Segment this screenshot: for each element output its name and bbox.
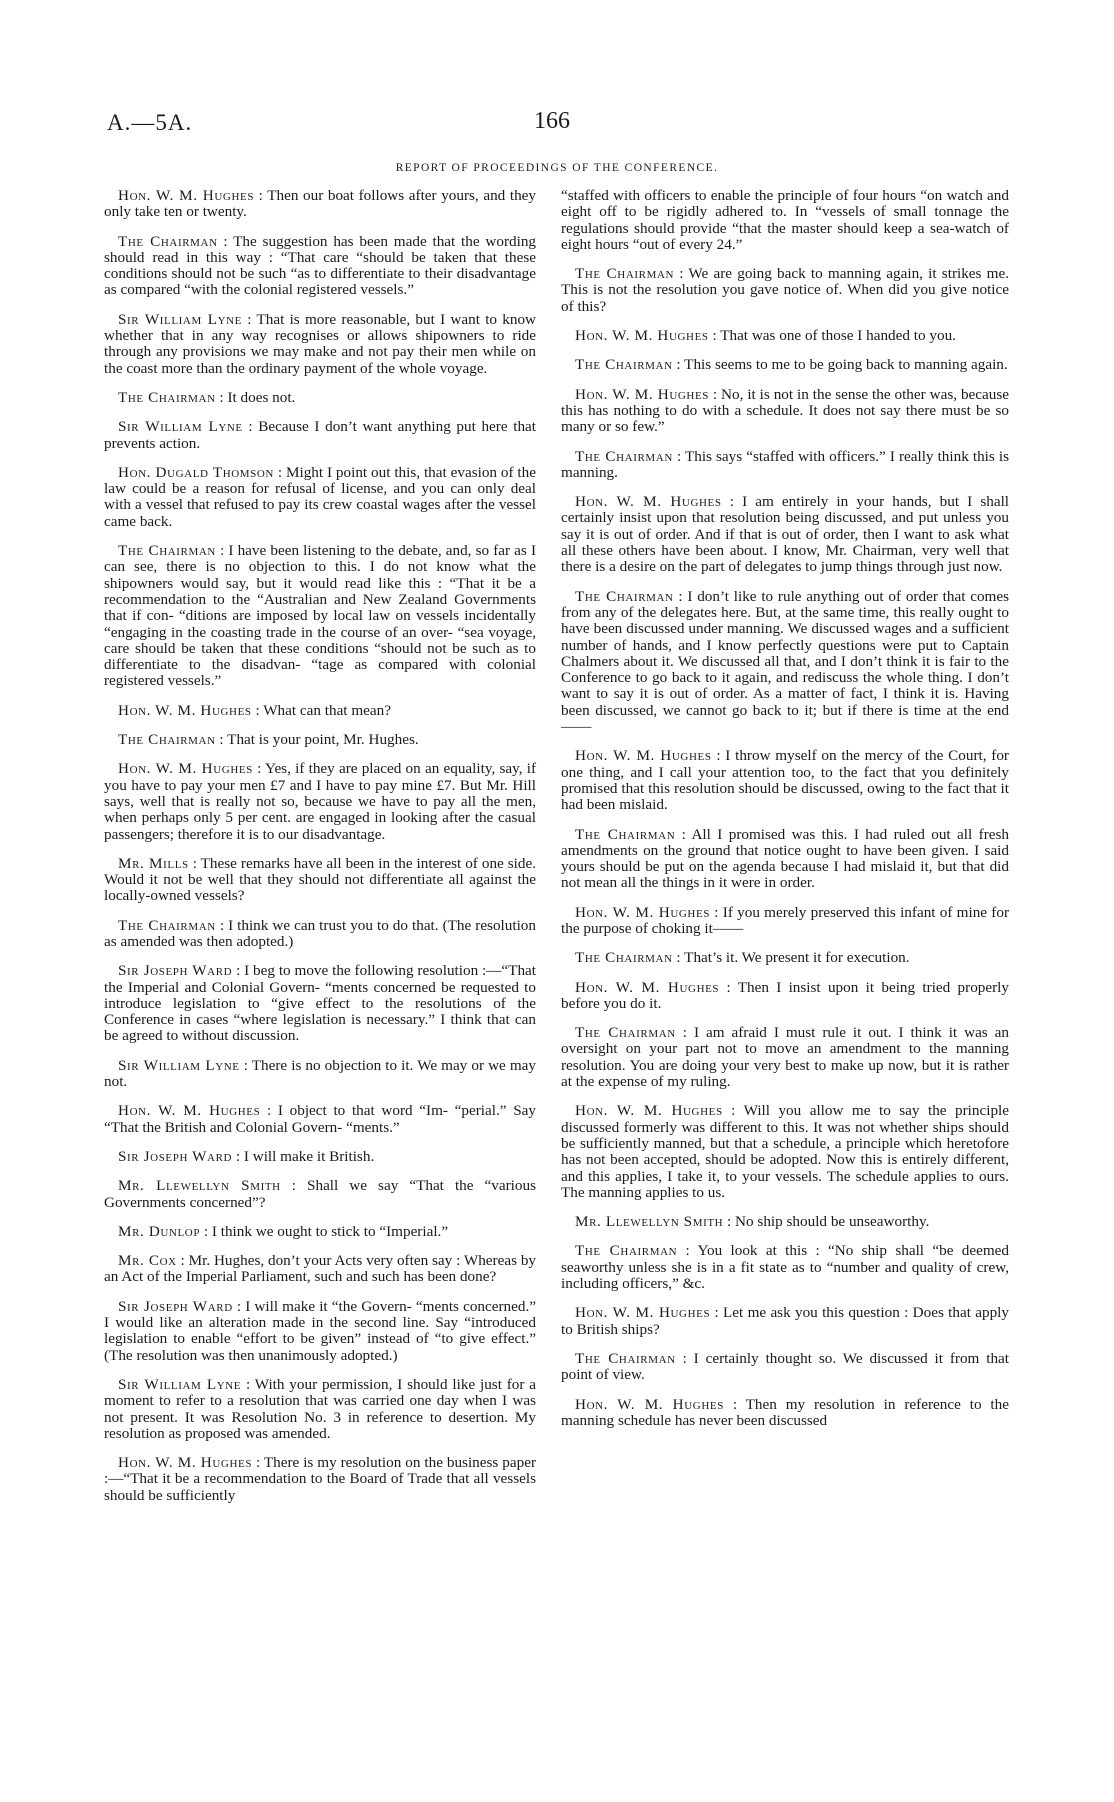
speech-text: : We are going back to manning again, it strikes me. This is not the resolution you gave notice of. When did you give notice of this? <box>561 265 1010 315</box>
speaker-name: Sir Joseph Ward <box>118 1297 233 1315</box>
speech-paragraph <box>104 856 536 905</box>
speech-text: : I object to that word “Im- “perial.” Say “That the British and Colonial Govern- “ments.” <box>104 1102 536 1136</box>
speaker-name: Hon. W. M. Hughes <box>575 903 711 921</box>
speech-text: : I think we ought to stick to “Imperial.” <box>203 1222 449 1240</box>
speaker-name: The Chairman <box>118 388 216 406</box>
page-reference: A.—5A. <box>107 110 193 135</box>
speaker-name: The Chairman <box>575 1024 676 1042</box>
speech-paragraph <box>561 589 1009 736</box>
speech-paragraph <box>104 918 536 951</box>
speech-paragraph <box>104 761 536 842</box>
running-head: REPORT OF PROCEEDINGS OF THE CONFERENCE. <box>395 162 719 174</box>
speech-paragraph <box>561 1214 1009 1230</box>
speaker-name: The Chairman <box>575 265 675 283</box>
speech-paragraph <box>104 703 536 719</box>
speech-paragraph <box>561 357 1009 373</box>
speaker-name: The Chairman <box>575 447 673 465</box>
speech-paragraph <box>104 188 536 221</box>
speech-text: : Let me ask you this question : Does that apply to British ships? <box>561 1304 1009 1338</box>
speaker-name: Mr. Llewellyn Smith <box>575 1213 724 1231</box>
speech-paragraph <box>561 950 1009 966</box>
speaker-name: Hon. W. M. Hughes <box>575 327 709 345</box>
speaker-name: Hon. W. M. Hughes <box>118 701 252 719</box>
speaker-name: The Chairman <box>118 542 216 560</box>
speech-text: “staffed with officers to enable the principle of four hours “on watch and eight off to be rigidly adhered to. In “vessels of small tonnage the regulations should provide “that the master should keep a sea-watch of eight hours “out of every 24.” <box>561 187 1009 253</box>
speaker-name: The Chairman <box>575 1242 678 1260</box>
speech-paragraph <box>104 390 536 406</box>
speech-paragraph <box>561 387 1009 436</box>
speech-paragraph <box>561 1397 1009 1430</box>
speaker-name: The Chairman <box>118 731 216 749</box>
speech-text: : This says “staffed with officers.” I really think this is manning. <box>561 447 1009 481</box>
speech-text: : Then our boat follows after yours, and they only take ten or twenty. <box>104 187 537 221</box>
speaker-name: Hon. W. M. Hughes <box>575 747 712 765</box>
speech-paragraph <box>561 1305 1009 1338</box>
speech-paragraph <box>104 1178 536 1211</box>
speech-paragraph <box>104 1224 536 1240</box>
speech-text: : It does not. <box>219 388 296 406</box>
speaker-name: Hon. W. M. Hughes <box>575 1102 723 1120</box>
speech-text: : I am entirely in your hands, but I shall certainly insist upon that resolution being discussed, and put unless you say it is out of order. And if that is out of order, then I want to ask what all these others have been about. I know, Mr. Chairman, very well that there is a desire on the part of delegates to jump things through just now. <box>561 493 1010 576</box>
speech-text: : Then I insist upon it being tried properly before you do it. <box>561 978 1009 1012</box>
speech-paragraph <box>104 465 536 530</box>
speaker-name: Sir Joseph Ward <box>118 962 233 980</box>
speech-text: : Shall we say “That the “various Governments concerned”? <box>104 1177 536 1211</box>
speech-paragraph <box>561 748 1009 813</box>
speaker-name: Mr. Llewellyn Smith <box>118 1177 281 1195</box>
speaker-name: The Chairman <box>575 949 673 967</box>
speaker-name: Sir William Lyne <box>118 310 243 328</box>
speaker-name: Sir William Lyne <box>118 418 243 436</box>
speaker-name: Sir William Lyne <box>118 1056 240 1074</box>
speaker-name: Mr. Mills <box>118 854 189 872</box>
speech-text: : That was one of those I handed to you. <box>712 327 956 345</box>
speech-text: : I throw myself on the mercy of the Court, for one thing, and I call your attention too, to the fact that you definitely promised that this resolution should be discussed, owing to the fact that it had been mislaid. <box>561 747 1009 814</box>
speaker-name: Sir William Lyne <box>118 1375 242 1393</box>
speech-text: : The suggestion has been made that the wording should read in this way : “That care “should be taken that these conditions should not be such “as to differentiate to their disadvantage as compared “with the colonial registered vessels.” <box>104 232 537 299</box>
speech-text: : I think we can trust you to do that. (The resolution as amended was then adopted.) <box>104 916 536 950</box>
speech-paragraph <box>561 449 1009 482</box>
speech-paragraph <box>561 188 1009 253</box>
speech-paragraph <box>104 543 536 690</box>
speaker-name: Hon. W. M. Hughes <box>118 187 255 204</box>
speech-paragraph <box>104 1253 536 1286</box>
speech-text: : These remarks have all been in the interest of one side. Would it not be well that they should not differentiate all against the locally-owned vessels? <box>104 854 537 905</box>
speech-paragraph <box>561 1351 1009 1384</box>
page-number: 166 <box>534 108 570 134</box>
speech-text: : I am afraid I must rule it out. I think it was an oversight on your part not to move an amendment to the manning resolution. You are doing your very best to make up now, but it is rather at the expense of my ruling. <box>561 1024 1010 1091</box>
speech-paragraph <box>104 1377 536 1442</box>
speech-paragraph <box>104 419 536 452</box>
right-column <box>561 188 1009 1442</box>
speech-text: : Mr. Hughes, don’t your Acts very often say : Whereas by an Act of the Imperial Parliament, such and such has been done? <box>104 1252 537 1286</box>
speech-paragraph <box>104 1103 536 1136</box>
speaker-name: The Chairman <box>118 916 216 934</box>
speaker-name: Sir Joseph Ward <box>118 1147 233 1165</box>
speech-paragraph <box>104 1455 536 1504</box>
speaker-name: Hon. W. M. Hughes <box>575 1304 711 1322</box>
speech-paragraph <box>104 1058 536 1091</box>
speech-text: : No ship should be unseaworthy. <box>727 1213 930 1231</box>
speech-paragraph <box>561 827 1009 892</box>
speech-paragraph <box>561 1103 1009 1201</box>
speech-text: : Then my resolution in reference to the manning schedule has never been discussed <box>561 1395 1009 1429</box>
speech-paragraph <box>561 980 1009 1013</box>
speech-text: : I will make it British. <box>235 1147 375 1165</box>
speaker-name: Hon. W. M. Hughes <box>575 385 709 403</box>
speech-text: : No, it is not in the sense the other was, because this has nothing to do with a schedule. It does not say there must be so many or so few.” <box>561 385 1010 436</box>
speech-paragraph <box>561 494 1009 575</box>
speech-text: : There is my resolution on the business paper :—“That it be a recommendation to the Board of Trade that all vessels should be sufficiently <box>104 1454 536 1504</box>
speech-paragraph <box>104 732 536 748</box>
speech-text: : What can that mean? <box>255 701 391 719</box>
speech-text: : That is your point, Mr. Hughes. <box>219 731 419 749</box>
speech-text: : Because I don’t want anything put here that prevents action. <box>104 418 536 452</box>
speech-text: : I beg to move the following resolution :—“That the Imperial and Colonial Govern- “ments concerned be requested to introduce legislation to “give effect to the resolutions of the Conference in cases “where legislation is necessary.” I think that can be agreed to without discussion. <box>104 962 536 1045</box>
speaker-name: The Chairman <box>575 1349 676 1367</box>
speaker-name: Hon. W. M. Hughes <box>575 978 720 996</box>
speech-paragraph <box>104 1299 536 1364</box>
speaker-name: Hon. W. M. Hughes <box>575 493 722 511</box>
speech-text: : All I promised was this. I had ruled out all fresh amendments on the ground that notice ought to have been given. I said yours should be put on the agenda because I had mislaid it, but that did not mean all the things in it were in order. <box>561 825 1010 892</box>
speech-text: : There is no objection to it. We may or we may not. <box>104 1056 537 1091</box>
speaker-name: The Chairman <box>575 825 676 843</box>
speaker-name: The Chairman <box>575 587 674 605</box>
speaker-name: Hon. Dugald Thomson <box>118 463 274 481</box>
speech-text: : I don’t like to rule anything out of order that comes from any of the delegates here. But, at the same time, this really ought to have been discussed under manning. We discussed wages and a sufficient number of hands, and I know perfectly questions were put to Captain Chalmers about it. We discussed all that, and I don’t think it is fair to the Conference to go back to it again, and rediscuss the whole thing. I don’t want to say it is out of order. As a matter of fact, I think it is. Having been discussed, we cannot go back to it; but if there is time at the end—— <box>561 587 1010 736</box>
speech-text: : That is more reasonable, but I want to know whether that in any way recognises or allows shipowners to ride through any provisions we may make and not pay their men while on the coast more than the ordinary payment of the whole voyage. <box>104 310 537 377</box>
speech-paragraph <box>104 234 536 299</box>
left-column <box>104 188 536 1517</box>
speech-text: : With your permission, I should like just for a moment to refer to a resolution that was carried one day when I was not present. It was Resolution No. 3 in reference to desertion. My resolution as proposed was amended. <box>104 1375 537 1442</box>
speech-paragraph <box>561 1243 1009 1292</box>
speech-text: : That’s it. We present it for execution. <box>676 949 910 967</box>
speaker-name: Mr. Cox <box>118 1252 177 1270</box>
speech-text: : I have been listening to the debate, and, so far as I can see, there is no objection to this. I do not know what the shipowners would say, but it would read like this : “That it be a recommendation to the “Australian and New Zealand Governments that if con- “ditions are imposed by local law on vessels incidentally “engaging in the coasting trade in the course of an over- “sea voyage, care should be taken that these conditions “should not be such as to differentiate to the disadvan- “tage as compared with colonial registered vessels.” <box>104 542 537 690</box>
speech-text: : I certainly thought so. We discussed it from that point of view. <box>561 1349 1010 1384</box>
speaker-name: Hon. W. M. Hughes <box>118 1102 261 1120</box>
speech-text: : Will you allow me to say the principle discussed formerly was different to this. It was not whether ships should be sufficiently manned, but that a schedule, a principle which heretofore has not been accepted, should be adopted. Now this is entirely different, and this applies, I take it, to your vessels. The schedule applies to ours. The manning applies to us. <box>561 1102 1009 1201</box>
speaker-name: The Chairman <box>118 232 218 250</box>
speech-text: : Yes, if they are placed on an equality, say, if you have to pay your men £7 and I have to pay mine £7. But Mr. Hill says, well that is really not so, because we have to pay all the men, when perhaps only 5 per cent. are engaged in looking after the casual passengers; therefore it is to our disadvantage. <box>104 760 536 843</box>
speech-text: : This seems to me to be going back to manning again. <box>676 356 1008 374</box>
speech-paragraph <box>561 1025 1009 1090</box>
speaker-name: Hon. W. M. Hughes <box>118 760 253 778</box>
speech-paragraph <box>104 312 536 377</box>
speaker-name: Mr. Dunlop <box>118 1222 201 1240</box>
speaker-name: Hon. W. M. Hughes <box>118 1454 253 1472</box>
speech-text: : If you merely preserved this infant of mine for the purpose of choking it—— <box>561 903 1009 937</box>
speech-text: : I will make it “the Govern- “ments concerned.” I would like an alteration made in the second line. Say “introduced legislation to enable “effort to be given” instead of “to give effect.” (The resolution was then unanimously adopted.) <box>104 1297 537 1364</box>
speech-paragraph <box>561 266 1009 315</box>
speech-paragraph <box>561 328 1009 344</box>
speaker-name: The Chairman <box>575 356 673 374</box>
speaker-name: Hon. W. M. Hughes <box>575 1395 724 1413</box>
speech-paragraph <box>104 963 536 1044</box>
speech-text: : You look at this : “No ship shall “be deemed seaworthy unless she is in a fit state as to “number and quality of crew, including officers,” &c. <box>561 1242 1009 1293</box>
speech-paragraph <box>561 905 1009 938</box>
speech-paragraph <box>104 1149 536 1165</box>
speech-text: : Might I point out this, that evasion of the law could be a reason for refusal of license, and you can only deal with a vessel that refused to pay its crew coastal wages after the vessel came back. <box>104 463 536 530</box>
